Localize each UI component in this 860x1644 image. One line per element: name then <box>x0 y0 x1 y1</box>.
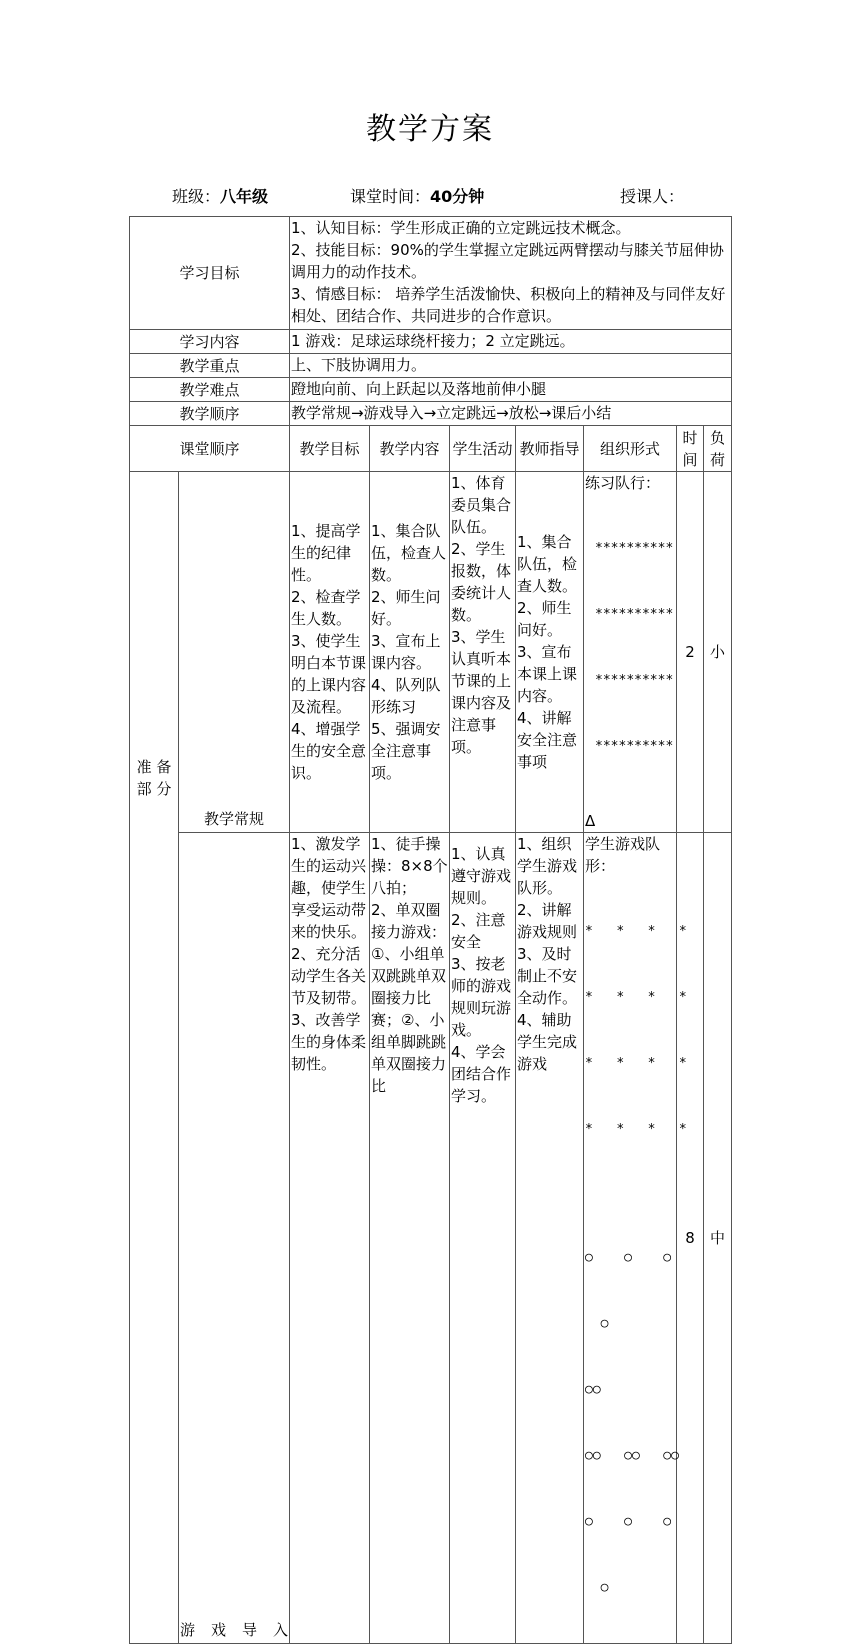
time-label: 课堂时间： <box>350 187 431 206</box>
row-headers <box>130 426 732 472</box>
formation-row: ********** <box>595 739 674 754</box>
routine-organization <box>584 472 677 833</box>
formation-row: * * * * <box>585 990 687 1005</box>
header-objective: 教学目标 <box>290 426 370 472</box>
row-content <box>130 330 732 354</box>
formation-row: ○ <box>585 1580 609 1595</box>
header-student: 学生活动 <box>450 426 516 472</box>
game-teacher: 1、组织学生游戏队形。 2、讲解游戏规则 3、及时制止不安全动作。 4、辅助学生完成游戏 <box>516 833 584 1644</box>
game-objective: 1、激发学生的运动兴趣，使学生享受运动带来的快乐。 2、充分活动学生各关节及韧带。 3、改善学生的身体柔韧性。 <box>290 833 370 1644</box>
game-student: 1、认真遵守游戏规则。 2、注意安全 3、按老师的游戏规则玩游戏。 4、学会团结合作学习。 <box>450 833 516 1644</box>
class-info <box>172 184 268 207</box>
header-time: 时间 <box>677 426 704 472</box>
class-value: 八年级 <box>220 187 269 206</box>
header-content: 教学内容 <box>370 426 450 472</box>
header-sequence: 课堂顺序 <box>130 426 290 472</box>
routine-org-title: 练习队行： <box>585 474 661 492</box>
game-star-formation <box>585 877 687 1185</box>
row-key <box>130 354 732 378</box>
order-text: 教学常规→游戏导入→立定跳远→放松→课后小结 <box>290 402 732 426</box>
formation-row: ○ ○ ○ <box>585 1250 672 1265</box>
formation-row: ********** <box>595 673 674 688</box>
row-game <box>130 833 732 1644</box>
row-goals <box>130 217 732 330</box>
routine-load: 小 <box>704 472 732 833</box>
game-content: 1、徒手操操：8×8个八拍； 2、单双圈接力游戏：①、小组单双跳跳单双圈接力比赛；②、小组单脚跳跳单双圈接力比 <box>370 833 450 1644</box>
difficulty-label: 教学难点 <box>130 378 290 402</box>
formation-row: ○ <box>585 1316 609 1331</box>
header-load: 负荷 <box>704 426 732 472</box>
header-organization: 组织形式 <box>584 426 677 472</box>
formation-row: * * * * <box>585 1056 687 1071</box>
goals-text: 1、认知目标：学生形成正确的立定跳远技术概念。 2、技能目标：90%的学生掌握立定跳远两臂摆动与膝关节屈伸协调用力的动作技术。 3、情感目标： 培养学生活泼愉快、积极向上的精神及与同伴友好相处、团结合作、共同进步的合作意识。 <box>290 217 732 330</box>
routine-formation <box>585 494 675 802</box>
time-value: 40分钟 <box>430 187 485 206</box>
goals-label: 学习目标 <box>130 217 290 330</box>
teacher-mark: Δ <box>585 812 596 830</box>
difficulty-text: 蹬地向前、向上跃起以及落地前伸小腿 <box>290 378 732 402</box>
game-label: 游 戏 导 入 <box>179 833 290 1644</box>
game-org-title: 学生游戏队形： <box>585 835 661 875</box>
formation-row: * * * * <box>585 924 687 939</box>
row-difficulty <box>130 378 732 402</box>
formation-row: ○○ <box>585 1382 601 1397</box>
teacher-label: 授课人： <box>620 187 685 206</box>
routine-time: 2 <box>677 472 704 833</box>
game-load: 中 <box>704 833 732 1644</box>
formation-row: ○ ○ ○ <box>585 1514 672 1529</box>
routine-teacher: 1、集合队伍，检查人数。 2、师生问好。 3、宣布本课上课内容。 4、讲解安全注意事项 <box>516 472 584 833</box>
content-text: 1 游戏：足球运球绕杆接力；2 立定跳远。 <box>290 330 732 354</box>
routine-student: 1、体育委员集合队伍。 2、学生报数，体委统计人数。 3、学生认真听本节课的上课内容及注意事项。 <box>450 472 516 833</box>
row-routine <box>130 472 732 833</box>
key-text: 上、下肢协调用力。 <box>290 354 732 378</box>
lesson-plan-table <box>129 216 732 1644</box>
game-organization <box>584 833 687 1644</box>
formation-row: ********** <box>595 607 674 622</box>
page-title: 教学方案 <box>366 112 494 147</box>
routine-objective: 1、提高学生的纪律性。 2、检查学生人数。 3、使学生明白本节课的上课内容及流程。 4、增强学生的安全意识。 <box>290 472 370 833</box>
content-label: 学习内容 <box>130 330 290 354</box>
game-time: 8 <box>677 833 704 1644</box>
part-label: 准 备 部 分 <box>130 472 179 1644</box>
formation-row: ○○ ○○ ○○ <box>585 1448 679 1463</box>
formation-row: * * * * <box>585 1122 687 1137</box>
time-info <box>350 184 484 207</box>
routine-label: 教学常规 <box>179 472 290 833</box>
key-label: 教学重点 <box>130 354 290 378</box>
header-teacher: 教师指导 <box>516 426 584 472</box>
routine-content: 1、集合队伍，检查人数。 2、师生问好。 3、宣布上课内容。 4、队列队形练习 5、强调安全注意事项。 <box>370 472 450 833</box>
teacher-info <box>620 184 684 207</box>
row-order <box>130 402 732 426</box>
formation-row: ********** <box>595 541 674 556</box>
class-label: 班级： <box>172 187 221 206</box>
order-label: 教学顺序 <box>130 402 290 426</box>
game-circle-formation <box>585 1203 679 1643</box>
